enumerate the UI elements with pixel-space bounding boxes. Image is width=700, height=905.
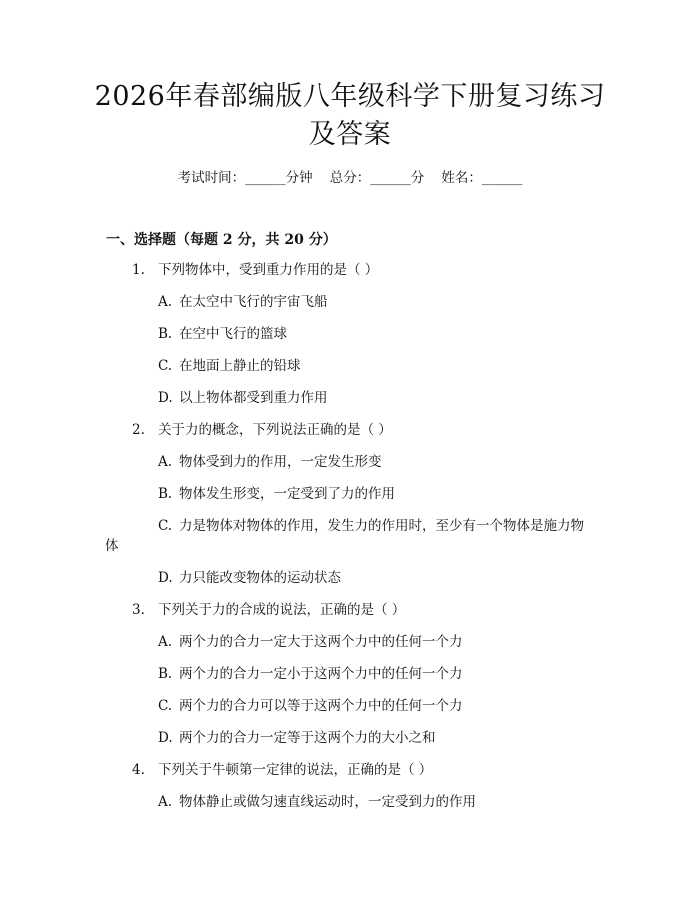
question-text: 关于力的概念，下列说法正确的是（ ） <box>158 422 392 438</box>
option-text: 在太空中飞行的宇宙飞船 <box>179 294 328 310</box>
question-3-option-d <box>158 728 436 748</box>
option-letter: D. <box>158 570 173 586</box>
option-text: 力是物体对物体的作用，发生力的作用时，至少有一个物体是施力物 <box>179 518 584 534</box>
option-letter: A. <box>158 454 173 470</box>
question-number: 4. <box>132 762 145 778</box>
option-letter: B. <box>158 486 173 502</box>
option-text: 物体发生形变，一定受到了力的作用 <box>179 486 395 502</box>
option-text: 在地面上静止的铅球 <box>179 358 301 374</box>
question-text: 下列关于力的合成的说法，正确的是（ ） <box>158 602 406 618</box>
question-1-option-d <box>158 388 328 408</box>
option-text: 力只能改变物体的运动状态 <box>179 570 341 586</box>
option-text: 两个力的合力一定大于这两个力中的任何一个力 <box>179 634 463 650</box>
option-text: 两个力的合力一定小于这两个力中的任何一个力 <box>179 666 463 682</box>
question-4-option-a <box>158 792 476 812</box>
question-3 <box>132 600 405 620</box>
question-number: 3. <box>132 602 145 618</box>
question-number: 2. <box>132 422 145 438</box>
section-heading-choice: 一、选择题（每题 2 分，共 20 分） <box>106 232 337 248</box>
exam-meta-line: 考试时间：______分钟 总分：______分 姓名：______ <box>177 170 523 186</box>
option-letter: C. <box>158 518 173 534</box>
question-1-option-a <box>158 292 328 312</box>
option-letter: C. <box>158 358 173 374</box>
option-text: 物体静止或做匀速直线运动时，一定受到力的作用 <box>179 794 476 810</box>
option-letter: A. <box>158 634 173 650</box>
question-4 <box>132 760 432 780</box>
question-3-option-a <box>158 632 463 652</box>
option-letter: A. <box>158 794 173 810</box>
question-3-option-b <box>158 664 463 684</box>
option-letter: D. <box>158 390 173 406</box>
option-letter: B. <box>158 666 173 682</box>
question-2-option-c-continuation: 体 <box>105 538 119 554</box>
option-letter: D. <box>158 730 173 746</box>
question-text: 下列物体中，受到重力作用的是（ ） <box>158 262 379 278</box>
question-2-option-d <box>158 568 341 588</box>
question-1-option-c <box>158 356 301 376</box>
question-1-option-b <box>158 324 287 344</box>
option-letter: A. <box>158 294 173 310</box>
question-number: 1. <box>132 262 145 278</box>
option-text: 在空中飞行的篮球 <box>179 326 287 342</box>
question-2-option-a <box>158 452 382 472</box>
option-letter: B. <box>158 326 173 342</box>
question-2-option-c <box>158 516 584 536</box>
option-letter: C. <box>158 698 173 714</box>
option-text: 以上物体都受到重力作用 <box>179 390 328 406</box>
option-text: 两个力的合力可以等于这两个力中的任何一个力 <box>179 698 463 714</box>
question-3-option-c <box>158 696 463 716</box>
question-1 <box>132 260 378 280</box>
option-text: 两个力的合力一定等于这两个力的大小之和 <box>179 730 436 746</box>
question-2-option-b <box>158 484 395 504</box>
question-2 <box>132 420 392 440</box>
option-text: 物体受到力的作用，一定发生形变 <box>179 454 382 470</box>
document-title: 2026年春部编版八年级科学下册复习练习及答案 <box>94 81 606 150</box>
question-text: 下列关于牛顿第一定律的说法，正确的是（ ） <box>158 762 433 778</box>
